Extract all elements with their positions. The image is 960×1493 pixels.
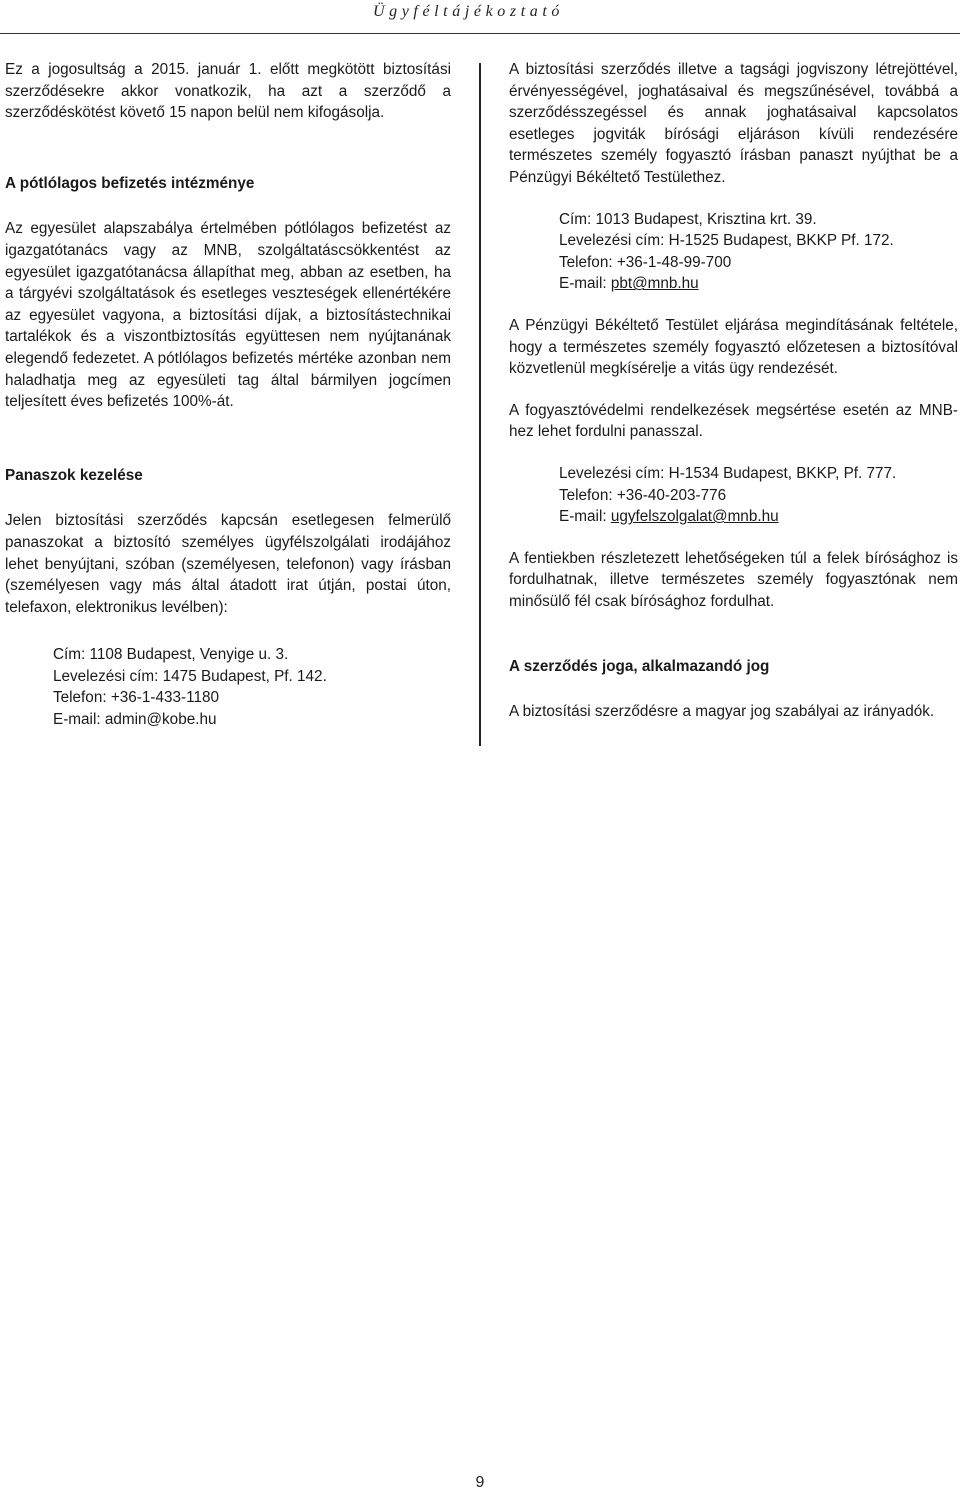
insurer-address: Cím: 1108 Budapest, Venyige u. 3. — [53, 646, 289, 664]
insurer-phone: Telefon: +36-1-433-1180 — [53, 689, 219, 707]
pbt-postal-address: Levelezési cím: H-1525 Budapest, BKKP Pf. 172. — [559, 232, 894, 250]
dispute-paragraph: A biztosítási szerződés illetve a tagsági jogviszony létrejöttével, érvényességével, joghatásaival és megszűnésével, továbbá a szerződésszegéssel és annak joghatásaival kapcsolatos esetleges jogviták bírósági eljáráson kívüli rendezésére természetes személy fogyasztó írásban panaszt nyújthat be a Pénzügyi Békéltető Testülethez. — [509, 61, 958, 186]
complaints-paragraph: Jelen biztosítási szerződés kapcsán esetlegesen felmerülő panaszokat a biztosító személyes ügyfélszolgálati irodájához lehet benyújtani, szóban (személyesen, telefonon) vagy írásban (személyesen vagy más által átadott irat útján, postai úton, telefaxon, elektronikus levélben): — [5, 512, 451, 616]
court-paragraph: A fentiekben részletezett lehetőségeken túl a felek bírósághoz is fordulhatnak, illetve természetes személy fogyasztónak nem minősülő fél csak bírósághoz fordulhat. — [509, 549, 958, 610]
page-number: 9 — [475, 1474, 485, 1491]
mnb-postal-address: Levelezési cím: H-1534 Budapest, BKKP, Pf. 777. — [559, 464, 897, 482]
mnb-email-label: E-mail: — [559, 508, 611, 526]
insurer-contact-block — [53, 644, 451, 730]
page-header-title: Ügyféltájékoztató — [372, 3, 564, 20]
heading-supplementary-payment: A pótlólagos befizetés intézménye — [5, 174, 255, 192]
pbt-email-link[interactable]: pbt@mnb.hu — [610, 275, 699, 293]
intro-paragraph: Ez a jogosultság a 2015. január 1. előtt megkötött biztosítási szerződésekre akkor vonatkozik, ha azt a szerződő a szerződéskötést követő 15 napon belül nem kifogásolja. — [5, 61, 451, 122]
applicable-law-paragraph: A biztosítási szerződésre a magyar jog szabályai az irányadók. — [509, 703, 935, 721]
pbt-phone: Telefon: +36-1-48-99-700 — [559, 253, 732, 271]
pbt-procedure-paragraph: A Pénzügyi Békéltető Testület eljárása megindításának feltétele, hogy a természetes személy fogyasztó előzetesen a biztosítóval közvetlenül megkísérelje a vitás ügy rendezését. — [509, 316, 958, 378]
pbt-contact-block — [559, 209, 958, 295]
mnb-contact-block — [559, 463, 958, 528]
supplementary-payment-paragraph: Az egyesület alapszabálya értelmében pótlólagos befizetést az igazgatótanács vagy az MNB, szolgáltatáscsökkentést az egyesület igazgatótanácsa állapíthat meg, abban az esetben, ha a tárgyévi szolgáltatások és esetleges veszteségek ellenértékére az egyesület vagyona, a biztosítási díjak, a biztosítástechnikai tartalékok és a viszontbiztosítás együttesen nem nyújtanának elegendő fedezetet. A pótlólagos befizetés mértéke azonban nem haladhatja meg az egyesületi tag által bármilyen jogcímen teljesített éves befizetés 100%-át. — [5, 220, 451, 411]
insurer-email: E-mail: admin@kobe.hu — [53, 711, 217, 729]
heading-applicable-law: A szerződés joga, alkalmazandó jog — [509, 658, 770, 676]
consumer-protection-paragraph: A fogyasztóvédelmi rendelkezések megsértése esetén az MNB-hez lehet fordulni panasszal. — [509, 401, 958, 441]
column-divider — [479, 63, 481, 746]
pbt-email-label: E-mail: — [559, 275, 611, 293]
insurer-postal-address: Levelezési cím: 1475 Budapest, Pf. 142. — [53, 667, 327, 685]
pbt-address: Cím: 1013 Budapest, Krisztina krt. 39. — [559, 210, 817, 228]
pbt-email-line — [559, 273, 958, 295]
mnb-email-line — [559, 506, 958, 528]
header-divider — [0, 33, 960, 34]
left-column — [5, 59, 451, 731]
right-column — [509, 59, 958, 723]
heading-complaints: Panaszok kezelése — [5, 466, 143, 484]
mnb-phone: Telefon: +36-40-203-776 — [559, 486, 727, 504]
mnb-email-link[interactable]: ugyfelszolgalat@mnb.hu — [610, 508, 779, 526]
